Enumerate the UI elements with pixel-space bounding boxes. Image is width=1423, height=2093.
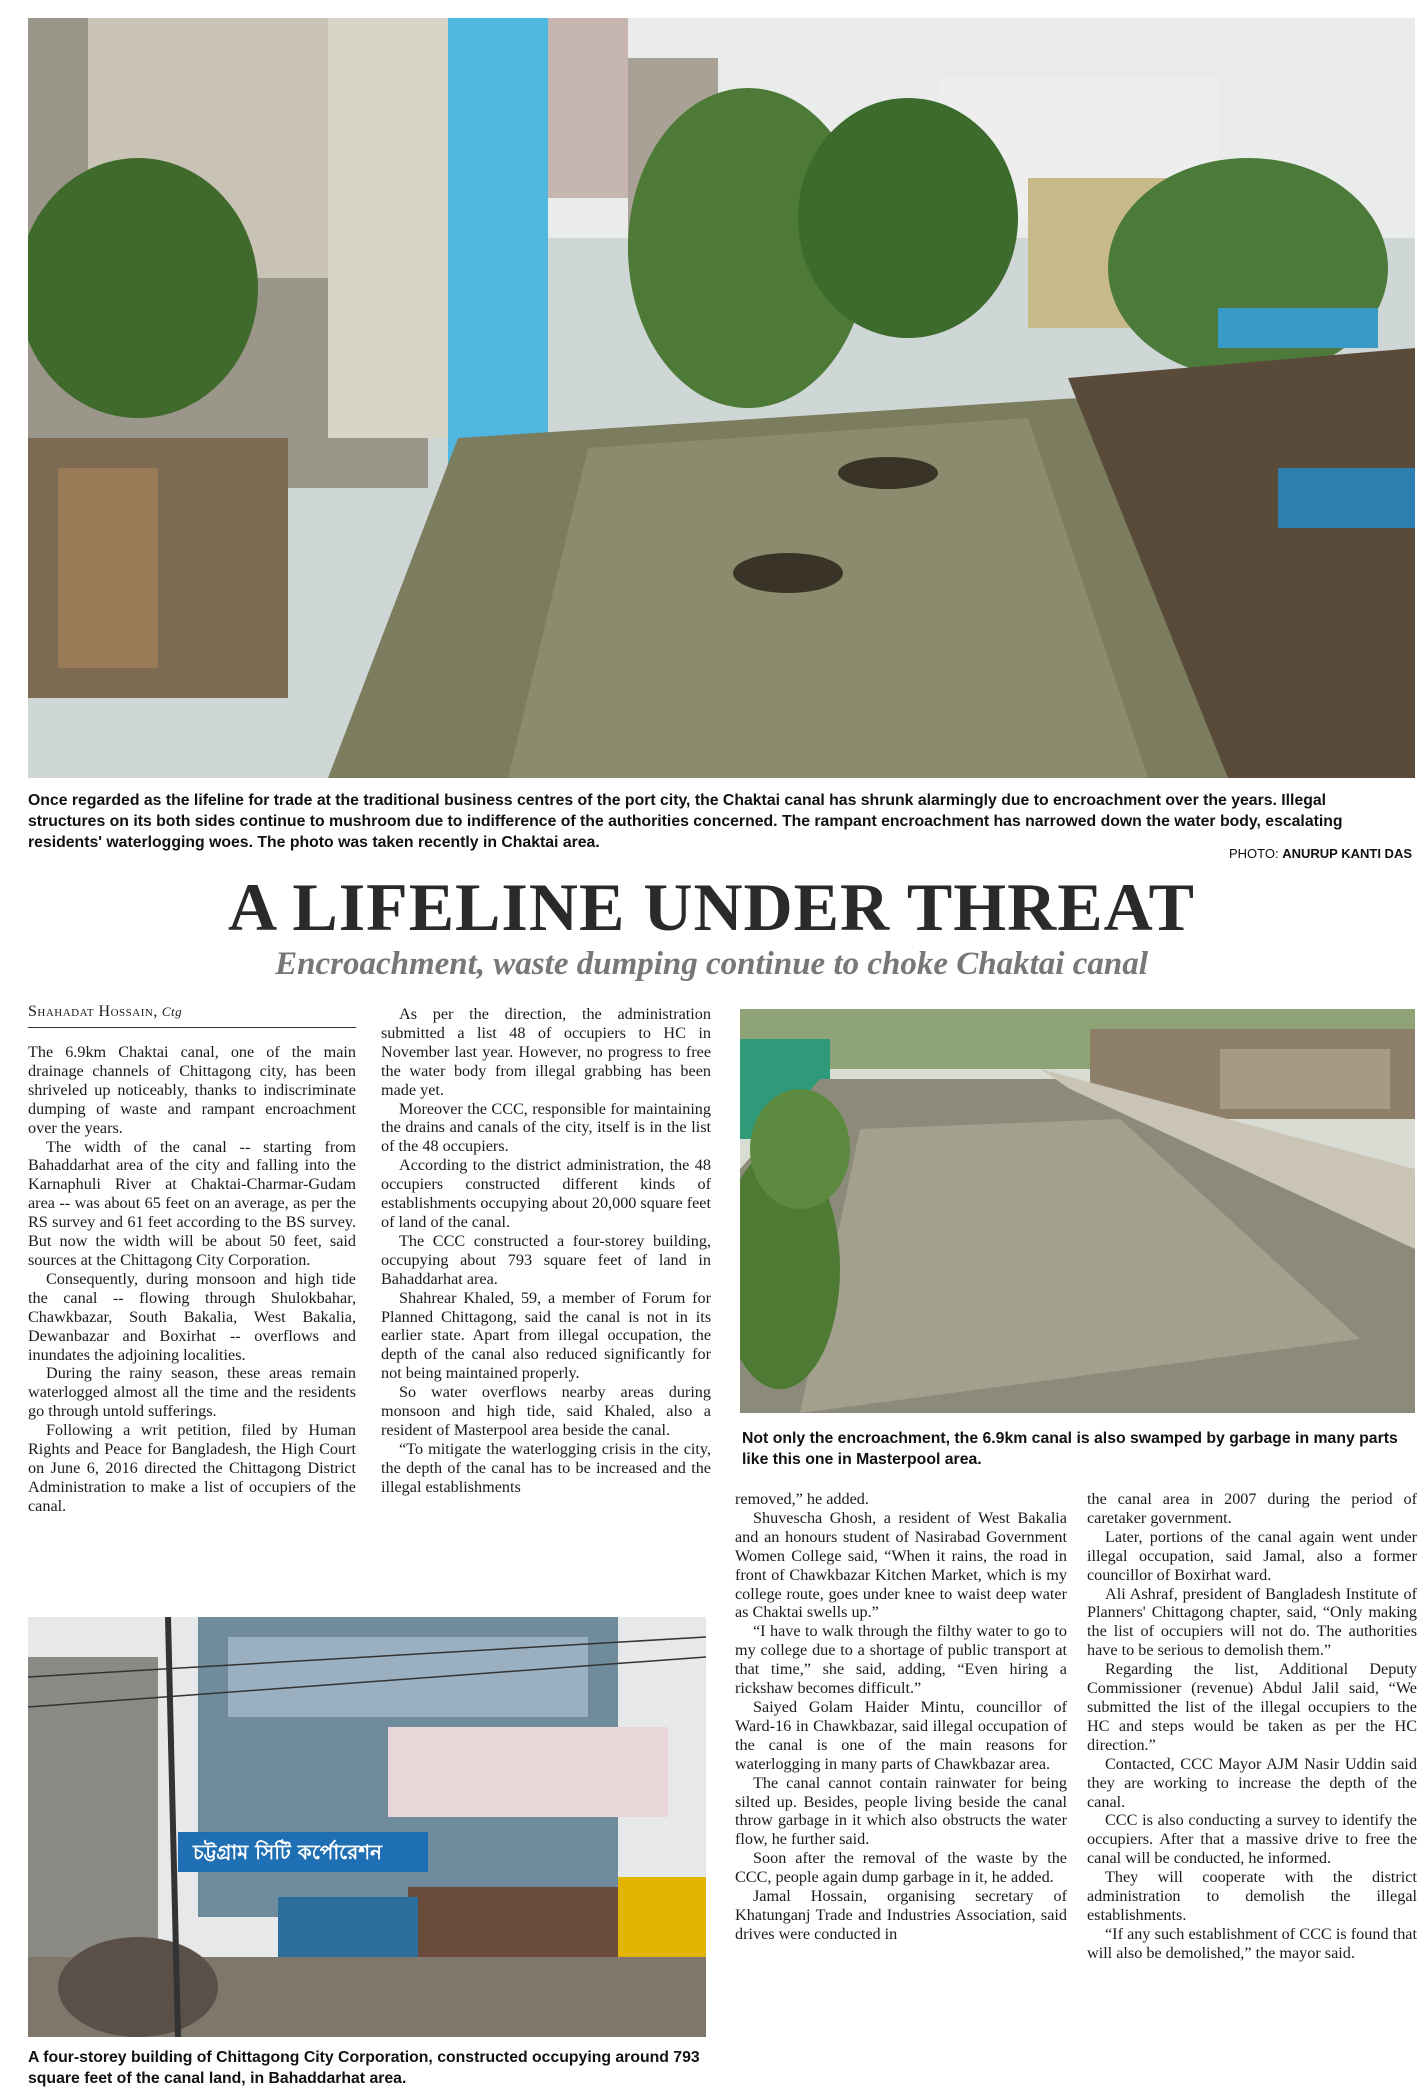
paragraph: Shahrear Khaled, 59, a member of Forum for Planned Chittagong, said the canal is not in its earlier state. Apart from illegal occupation, the depth of the canal also reduced significantly for not being maintained properly. xyxy=(381,1288,711,1383)
garbage-photo-caption: Not only the encroachment, the 6.9km canal is also swamped by garbage in many parts like this one in Masterpool area. xyxy=(742,1430,1398,1468)
paragraph: Saiyed Golam Haider Mintu, councillor of Ward-16 in Chawkbazar, said illegal occupation of the canal is one of the main reasons for waterlogging in many parts of Chawkbazar area. xyxy=(735,1697,1067,1773)
byline-location: Ctg xyxy=(161,1004,183,1019)
canal-photo-illustration xyxy=(28,18,1415,778)
article-column-3 xyxy=(735,1490,1067,2090)
paragraph: Shuvescha Ghosh, a resident of West Bakalia and an honours student of Nasirabad Government Women College said, “When it rains, the road in front of Chawkbazar Kitchen Market, which is my college route, goes under knee to waist deep water as Chaktai swells up.” xyxy=(735,1508,1067,1622)
photo-credit-label: PHOTO: xyxy=(1229,846,1279,861)
paragraph: The 6.9km Chaktai canal, one of the main drainage channels of Chittagong city, has been shriveled up noticeably, thanks to indiscriminate dumping of waste and rampant encroachment over the years. xyxy=(28,1043,356,1137)
article-column-2 xyxy=(381,1005,711,1600)
article-column-4 xyxy=(1087,1490,1417,2090)
subheadline: Encroachment, waste dumping continue to choke Chaktai canal xyxy=(275,946,1148,982)
article-column-1 xyxy=(28,1043,356,1603)
top-photo-caption: Once regarded as the lifeline for trade at the traditional business centres of the port city, the Chaktai canal has shrunk alarmingly due to encroachment over the years. Illegal structures on its both sides continue to mushroom due to indifference of the authorities concerned. The rampant encroachment has narrowed down the water body, escalating residents' waterlogging woes. The photo was taken recently in Chaktai area. xyxy=(28,792,1343,851)
paragraph: According to the district administration, the 48 occupiers constructed different kinds of establishments occupying about 20,000 square feet of land of the canal. xyxy=(381,1156,711,1231)
headline: A LIFELINE UNDER THREAT xyxy=(227,869,1196,945)
paragraph: CCC is also conducting a survey to identify the occupiers. After that a massive drive to free the canal will be conducted, he informed. xyxy=(1087,1811,1417,1868)
paragraph: Consequently, during monsoon and high tide the canal -- flowing through Shulokbahar, Chawkbazar, South Bakalia, West Bakalia, Dewanbazar and Boxirhat -- overflows and inundates the adjoining localities. xyxy=(28,1269,356,1364)
paragraph: As per the direction, the administration submitted a list 48 of occupiers to HC in November last year. However, no progress to free the water body from illegal grabbing has been made yet. xyxy=(381,1005,711,1099)
paragraph: Soon after the removal of the waste by the CCC, people again dump garbage in it, he added. xyxy=(735,1849,1067,1887)
paragraph: During the rainy season, these areas remain waterlogged almost all the time and the residents go through untold sufferings. xyxy=(28,1364,356,1421)
paragraph: So water overflows nearby areas during monsoon and high tide, said Khaled, also a resident of Masterpool area beside the canal. xyxy=(381,1383,711,1439)
paragraph: “If any such establishment of CCC is found that will also be demolished,” the mayor said. xyxy=(1087,1924,1417,1962)
building-photo-illustration xyxy=(28,1617,706,2037)
paragraph: Jamal Hossain, organising secretary of Khatunganj Trade and Industries Association, said drives were conducted in xyxy=(735,1887,1067,1943)
photo-credit-name: ANURUP KANTI DAS xyxy=(1282,846,1412,861)
paragraph: the canal area in 2007 during the period of caretaker government. xyxy=(1087,1490,1417,1527)
byline xyxy=(28,1003,356,1028)
photo-credit xyxy=(1229,846,1412,861)
paragraph: Following a writ petition, filed by Human Rights and Peace for Bangladesh, the High Court on June 6, 2016 directed the Chittagong District Administration to make a list of occupiers of the canal. xyxy=(28,1421,356,1515)
paragraph: Regarding the list, Additional Deputy Commissioner (revenue) Abdul Jalil said, “We submitted the list of the illegal occupiers to the HC and steps would be taken as per the HC direction.” xyxy=(1087,1660,1417,1754)
byline-name: Shahadat Hossain, xyxy=(28,1003,158,1020)
paragraph: Contacted, CCC Mayor AJM Nasir Uddin said they are working to increase the depth of the canal. xyxy=(1087,1754,1417,1811)
garbage-photo-illustration xyxy=(740,1009,1415,1413)
paragraph: Later, portions of the canal again went under illegal occupation, said Jamal, also a former councillor of Boxirhat ward. xyxy=(1087,1527,1417,1584)
paragraph: “I have to walk through the filthy water to go to my college due to a shortage of public transport at that time,” she said, adding, “Even hiring a rickshaw becomes difficult.” xyxy=(735,1622,1067,1698)
building-sign-text: চট্টগ্রাম সিটি কর্পোরেশন xyxy=(193,1840,382,1864)
paragraph: The CCC constructed a four-storey building, occupying about 793 square feet of land in Bahaddarhat area. xyxy=(381,1231,711,1288)
garbage-photo xyxy=(740,1009,1415,1413)
paragraph: “To mitigate the waterlogging crisis in the city, the depth of the canal has to be increased and the illegal establishments xyxy=(381,1439,711,1496)
paragraph: The width of the canal -- starting from Bahaddarhat area of the city and falling into the Karnaphuli River at Chaktai-Charmar-Gudam area -- was about 65 feet on an average, as per the RS survey and 61 feet according to the BS survey. But now the width will be about 50 feet, said sources at the Chittagong City Corporation. xyxy=(28,1137,356,1269)
paragraph: The canal cannot contain rainwater for being silted up. Besides, people living beside the canal throw garbage in it which also obstructs the water flow, he further said. xyxy=(735,1773,1067,1849)
paragraph: removed,” he added. xyxy=(735,1490,869,1508)
building-photo-caption: A four-storey building of Chittagong City Corporation, constructed occupying around 793 square feet of the canal land, in Bahaddarhat area. xyxy=(28,2049,700,2087)
paragraph: Moreover the CCC, responsible for maintaining the drains and canals of the city, itself is in the list of the 48 occupiers. xyxy=(381,1099,711,1156)
top-photo xyxy=(28,18,1415,778)
paragraph: Ali Ashraf, president of Bangladesh Institute of Planners' Chittagong chapter, said, “Only making the list of occupiers will not do. The authorities have to be serious to demolish them.” xyxy=(1087,1584,1417,1660)
paragraph: They will cooperate with the district administration to demolish the illegal establishments. xyxy=(1087,1868,1417,1924)
building-photo xyxy=(28,1617,706,2037)
